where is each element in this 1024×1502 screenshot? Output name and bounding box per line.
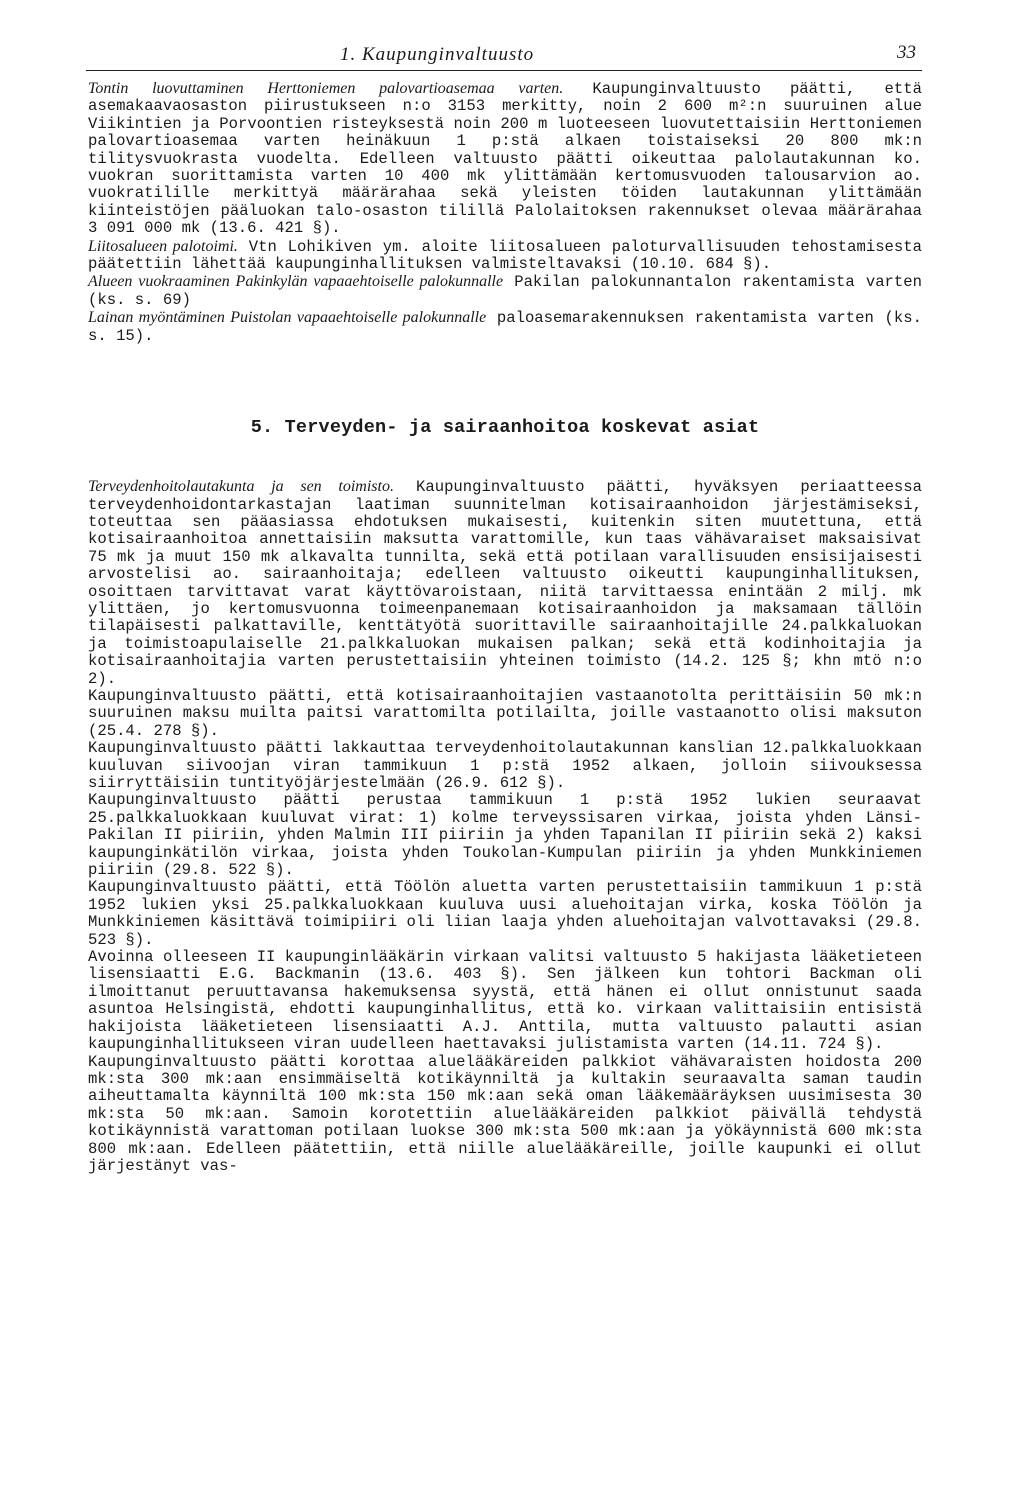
paragraph-text: Avoinna olleeseen II kaupunginlääkärin virkaan valitsi valtuusto 5 hakijasta lääketieteen lisensiaatti E.G. Backmanin (13.6. 403 §). Sen jälkeen kun tohtori Backman oli ilmoittanut peruuttavansa hakemuksensa syystä, että hänen ei ollut onnistunut saada asuntoa Helsingistä, ehdotti kaupunginhallitus, että ko. virkaan valittaisiin entisistä hakijoista lääketieteen lisensiaatti A.J. Anttila, mutta valtuusto palautti asian kaupunginhallitukseen viran uudelleen haettavaksi julistamista varten (14.11. 724 §). [88,948,922,1054]
paragraph-title: Liitosalueen palotoimi. [88,237,238,255]
paragraph [88,80,922,238]
paragraph-title: Tontin luovuttaminen Herttoniemen palovartioasemaa varten. [88,80,564,97]
paragraph [88,792,922,879]
paragraph [88,309,922,345]
paragraph [88,238,922,274]
page-header [86,40,922,71]
paragraph-title: Terveydenhoitolautakunta ja sen toimisto. [88,478,394,496]
paragraph-text: Kaupunginvaltuusto päätti korottaa aluelääkäreiden palkkiot vähävaraisten hoidosta 200 mk:sta 300 mk:aan ensimmäiseltä kotikäynniltä ja kultakin seuraavalta saman taudin aiheuttamalta käynniltä 100 mk:sta 150 mk:aan sekä oman lääkemääräyksen uusimisesta 30 mk:sta 50 mk:aan. Samoin korotettiin aluelääkäreiden palkkiot päivällä tehdystä kotikäynnistä varattoman potilaan luokse 300 mk:sta 500 mk:aan ja yökäynnistä 600 mk:sta 800 mk:aan. Edelleen päätettiin, että niille aluelääkäreille, joille kaupunki ei ollut järjestänyt vas- [88,1052,922,1175]
page-number: 33 [897,42,916,63]
section-heading: 5. Terveyden- ja sairaanhoitoa koskevat asiat [250,417,760,439]
paragraph-text: Kaupunginvaltuusto päätti, että Töölön aluetta varten perustettaisiin tammikuun 1 p:stä 1952 lukien yksi 25.palkkaluokkaan kuuluva uusi aluehoitajan virka, koska Töölön ja Munkkiniemen käsittävä toimipiiri oli liian laaja yhden aluehoitajan valvottavaksi (29.8. 523 §). [88,878,922,949]
paragraph [88,949,922,1053]
paragraph-text: Kaupunginvaltuusto päätti, että kotisairaanhoitajien vastaanotolta perittäisiin 50 mk:n suuruinen maksu muilta paitsi varattomilta potilailta, joille vastaanotto olisi maksuton (25.4. 278 §). [88,686,922,740]
paragraph-text: Kaupunginvaltuusto päätti, hyväksyen periaatteessa terveydenhoidontarkastajan laatiman suunnitelman kotisairaanhoidon järjestämiseksi, toteuttaa sen pääasiassa ehdotuksen mukaisesti, kuitenkin siten muutettuna, että kotisairaanhoitoa annettaisiin maksutta varattomille, kun taas vähävaraiset maksaisivat 75 mk ja muut 150 mk alkavalta tunnilta, sekä että potilaan varallisuuden ensisijaisesti arvostelisi ao. sairaanhoitaja; edelleen valtuusto oikeutti kaupunginhallituksen, osoittaen tarvittavat varat käyttövaroistaan, niitä tarvittaessa enintään 2 milj. mk ylittäen, jo kertomusvuonna toimeenpanemaan kotisairaanhoidon ja maksamaan tällöin tilapäisesti palkattaville, kenttätyötä suorittaville sairaanhoitajille 24.palkkaluokan ja toimistoapulaiselle 21.palkkaluokan mukaisen palkan; sekä että kodinhoitajia ja kotisairaanhoitajia varten perustettaisiin yhteinen toimisto (14.2. 125 §; khn mtö n:o 2). [88,478,922,688]
paragraph [88,740,922,792]
paragraph-text: paloasemarakennuksen rakentamista varten (ks. s. 15). [88,309,922,345]
paragraph [88,1054,922,1176]
paragraph [88,273,922,309]
paragraph [88,879,922,949]
paragraph-text: Kaupunginvaltuusto päätti, että asemakaavaosaston piirustukseen n:o 3153 merkitty, noin 2 600 m²:n suuruinen alue Viikintien ja Porvoontien risteyksestä noin 200 m luoteeseen luovutettaisiin Herttoniemen palovartioasemaa varten heinäkuun 1 p:stä alkaen toistaiseksi 20 800 mk:n tilitysvuokrasta vuodelta. Edelleen valtuusto päätti oikeuttaa palolautakunnan ko. vuokran suorittamista varten 10 400 mk ylittämään kertomusvuoden talousarvion ao. vuokratilille merkittyä määrärahaa sekä yleisten töiden lautakunnan ylittämään kiinteistöjen pääluokan talo-osaston tilillä Palolaitoksen rakennukset olevaa määrärahaa 3 091 000 mk (13.6. 421 §). [88,80,922,238]
page-body [88,80,922,1175]
paragraph [88,688,922,740]
paragraph [88,478,922,688]
paragraph-text: Pakilan palokunnantalon rakentamista varten (ks. s. 69) [88,273,922,309]
paragraph-text: Kaupunginvaltuusto päätti lakkauttaa terveydenhoitolautakunnan kanslian 12.palkkaluokkaan kuuluvan siivoojan viran tammikuun 1 p:stä 1952 alkaen, jolloin siivouksessa siirryttäisiin tuntityöjärjestelmään (26.9. 612 §). [88,739,922,792]
section-spacer [88,345,922,417]
paragraph-title: Lainan myöntäminen Puistolan vapaaehtoiselle palokunnalle [88,309,487,327]
running-title: 1. Kaupunginvaltuusto [340,44,535,65]
paragraph-text: Vtn Lohikiven ym. aloite liitosalueen paloturvallisuuden tehostamisesta päätettiin lähettää kaupunginhallituksen valmisteltavaksi (10.10. 684 §). [88,237,922,274]
paragraph-text: Kaupunginvaltuusto päätti perustaa tammikuun 1 p:stä 1952 lukien seuraavat 25.palkkaluokkaan kuuluvat virat: 1) kolme terveyssisaren virkaa, joista yhden Länsi-Pakilan II piiriin, yhden Malmin III piiriin ja yhden Tapanilan II piiriin sekä 2) kaksi kaupunginkätilön virkaa, joista yhden Toukolan-Kumpulan piiriin ja yhden Munkkiniemen piiriin (29.8. 522 §). [88,791,922,880]
paragraph-title: Alueen vuokraaminen Pakinkylän vapaaehtoiselle palokunnalle [88,273,504,291]
